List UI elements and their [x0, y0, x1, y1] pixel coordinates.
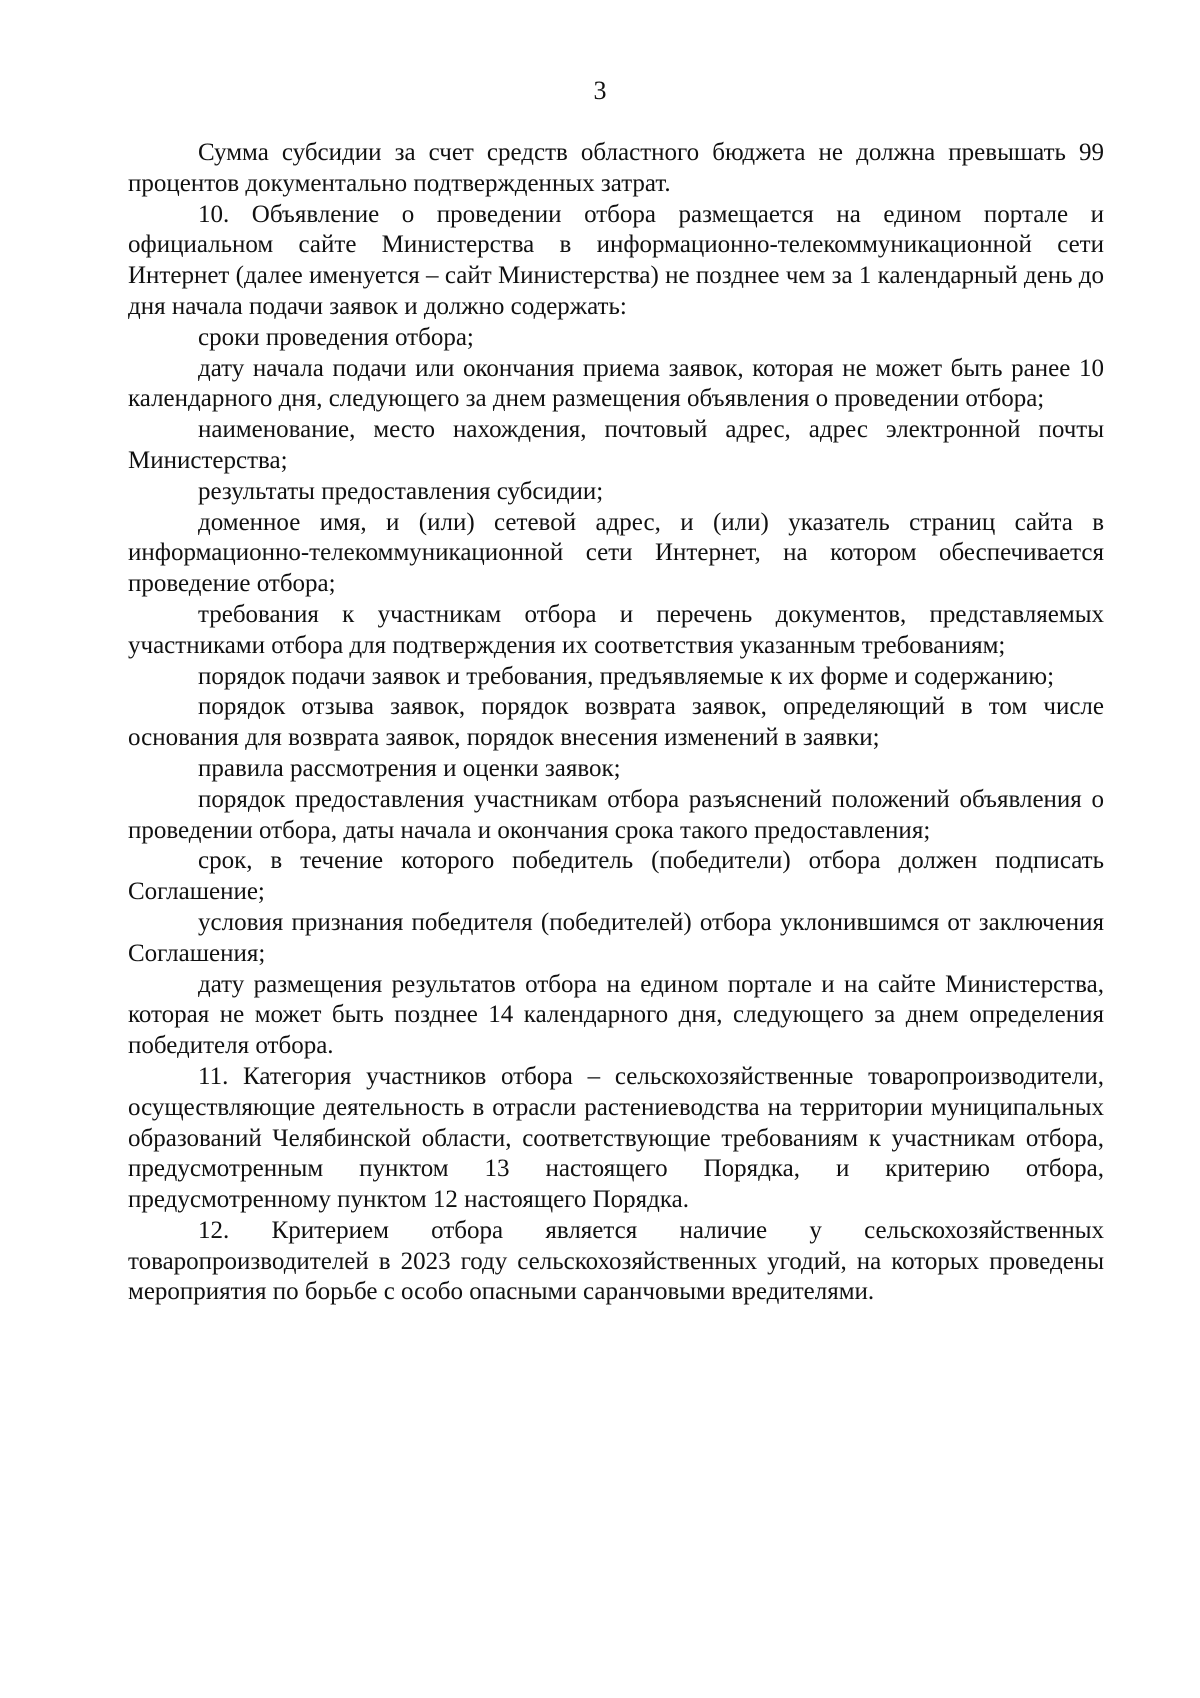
paragraph-item-10: 10. Объявление о проведении отбора размещается на едином портале и официальном сайте Министерства в информационно-телекоммуникационной сети Интернет (далее именуется – сайт Министерства) не позднее чем за 1 календарный день до дня начала подачи заявок и должно содержать: — [128, 200, 1104, 320]
list-item-clarifications: порядок предоставления участникам отбора разъяснений положений объявления о проведении отбора, даты начала и окончания срока такого предоставления; — [128, 785, 1104, 844]
list-item-agreement-deadline: срок, в течение которого победитель (победители) отбора должен подписать Соглашение; — [128, 847, 1104, 906]
page-number: 3 — [593, 76, 607, 105]
list-item-application-dates: дату начала подачи или окончания приема заявок, которая не может быть ранее 10 календарного дня, следующего за днем размещения объявления о проведении отбора; — [128, 354, 1104, 413]
paragraph-item-11: 11. Категория участников отбора – сельскохозяйственные товаропроизводители, осуществляющие деятельность в отрасли растениеводства на территории муниципальных образований Челябинской области, соответствующие требованиям к участникам отбора, предусмотренным пунктом 13 настоящего Порядка, и критерию отбора, предусмотренному пунктом 12 настоящего Порядка. — [128, 1062, 1104, 1214]
list-item-ministry-contacts: наименование, место нахождения, почтовый адрес, адрес электронной почты Министерства; — [128, 416, 1104, 474]
paragraph-subsidy-limit: Сумма субсидии за счет средств областного бюджета не должна превышать 99 процентов документально подтвержденных затрат. — [128, 139, 1104, 197]
list-item-participant-requirements: требования к участникам отбора и перечень документов, представляемых участниками отбора для подтверждения их соответствия указанным требованиям; — [128, 600, 1104, 659]
paragraph-item-12: 12. Критерием отбора является наличие у сельскохозяйственных товаропроизводителей в 2023 году сельскохозяйственных угодий, на которых проведены мероприятия по борьбе с особо опасными саранчовыми вредителями. — [128, 1216, 1104, 1306]
list-item-selection-terms: сроки проведения отбора; — [198, 323, 474, 351]
document-body — [128, 138, 1104, 1308]
list-item-application-procedure: порядок подачи заявок и требования, предъявляемые к их форме и содержанию; — [198, 662, 1055, 690]
list-item-evaluation-rules: правила рассмотрения и оценки заявок; — [198, 754, 621, 782]
list-item-subsidy-results: результаты предоставления субсидии; — [198, 477, 604, 505]
list-item-evasion-conditions: условия признания победителя (победителей) отбора уклонившимся от заключения Соглашения; — [128, 908, 1104, 967]
list-item-withdrawal-procedure: порядок отзыва заявок, порядок возврата заявок, определяющий в том числе основания для возврата заявок, порядок внесения изменений в заявки; — [128, 693, 1104, 752]
list-item-website-address: доменное имя, и (или) сетевой адрес, и (или) указатель страниц сайта в информационно-телекоммуникационной сети Интернет, на котором обеспечивается проведение отбора; — [128, 508, 1104, 598]
list-item-results-publication: дату размещения результатов отбора на едином портале и на сайте Министерства, которая не может быть позднее 14 календарного дня, следующего за днем определения победителя отбора. — [128, 970, 1104, 1060]
